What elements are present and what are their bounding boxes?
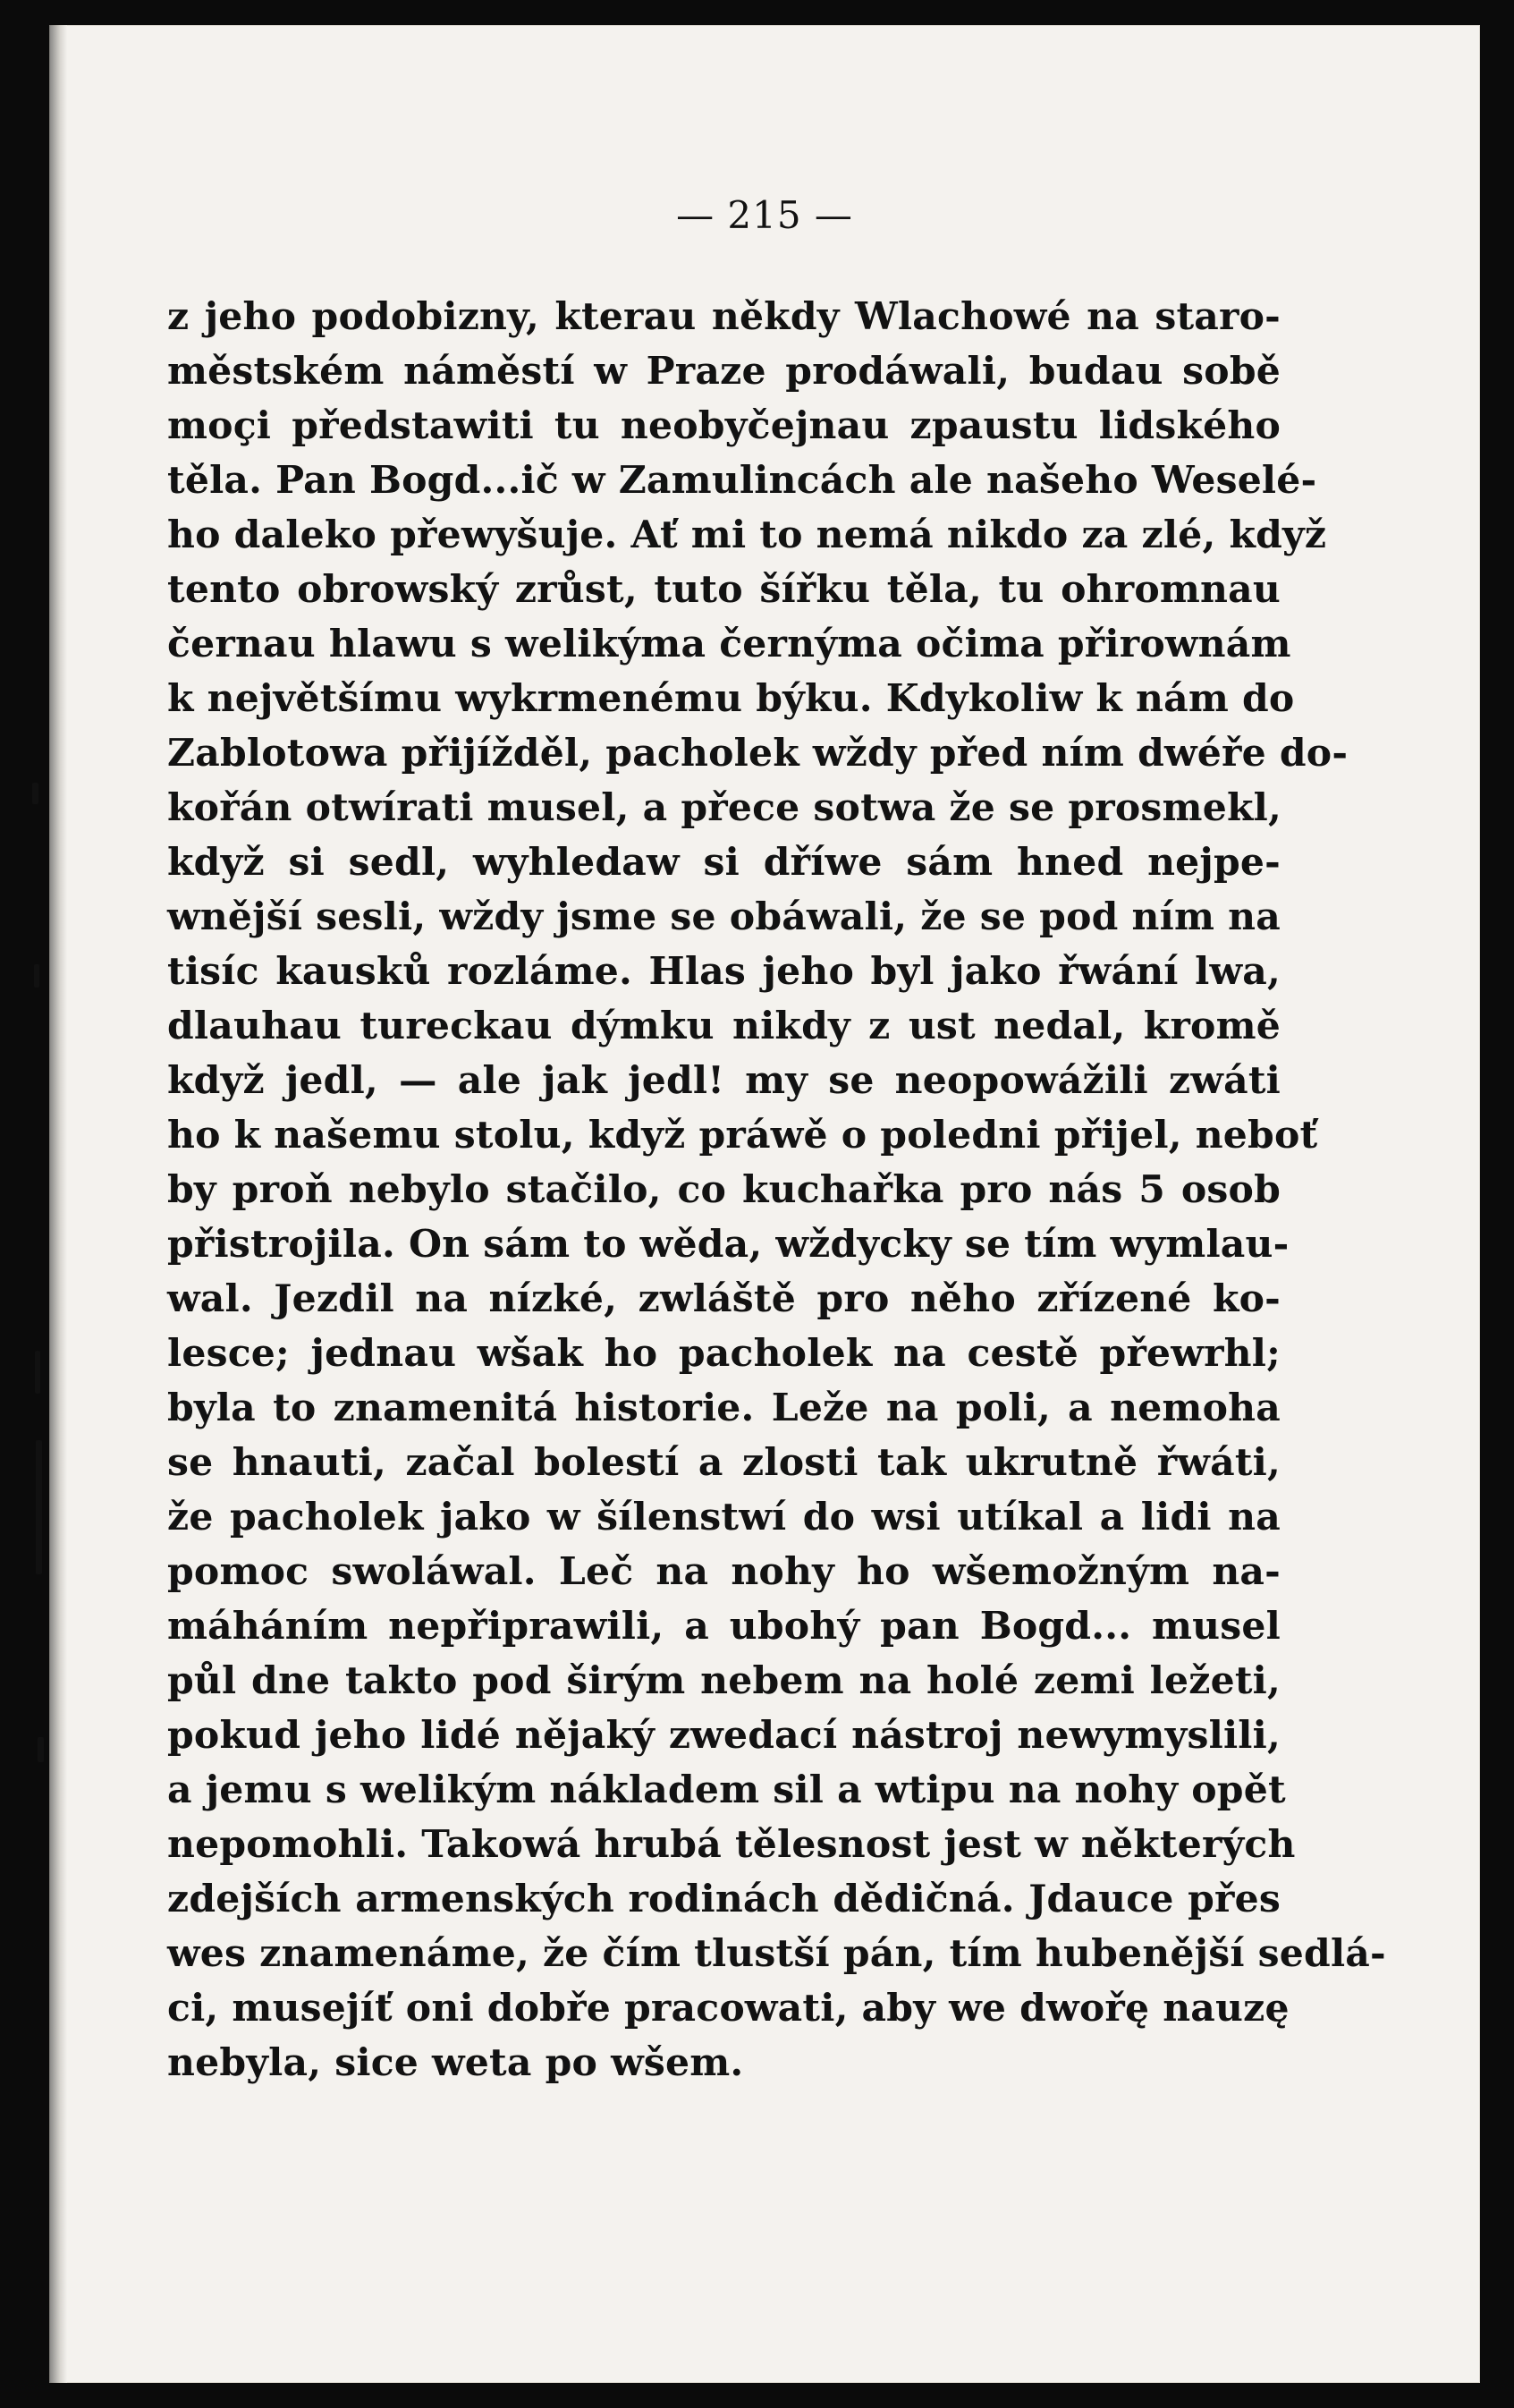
text-line: když si sedl, wyhledaw si dříwe sám hned nejpe- bbox=[167, 840, 1281, 885]
text-line: moçi předstawiti tu neobyčejnau zpaustu lidského bbox=[167, 403, 1281, 448]
binding-mark bbox=[38, 1737, 44, 1762]
text-line: že pacholek jako w šílenstwí do wsi utíkal a lidi na bbox=[167, 1495, 1281, 1539]
text-line: nepomohli. Takowá hrubá tělesnost jest w některých bbox=[167, 1822, 1296, 1867]
text-line: a jemu s welikým nákladem sil a wtipu na nohy opět bbox=[167, 1768, 1286, 1812]
text-line: by proň nebylo stačilo, co kuchařka pro nás 5 osob bbox=[167, 1167, 1281, 1212]
text-line: máháním nepřiprawili, a ubohý pan Bogd... musel bbox=[167, 1604, 1281, 1649]
text-line: tisíc kausků rozláme. Hlas jeho byl jako řwání lwa, bbox=[167, 949, 1281, 994]
text-line: wal. Jezdil na nízké, zwláště pro něho zřízené ko- bbox=[167, 1276, 1281, 1321]
text-line: zdejších armenských rodinách dědičná. Jdauce přes bbox=[167, 1877, 1281, 1921]
text-line: ci, musejíť oni dobře pracowati, aby we dwořę nauzę bbox=[167, 1986, 1290, 2031]
text-line: wnější sesli, wždy jsme se obáwali, že se pod ním na bbox=[167, 895, 1281, 939]
text-line: k největšímu wykrmenému býku. Kdykoliw k nám do bbox=[167, 676, 1295, 721]
binding-mark bbox=[36, 1440, 42, 1574]
text-line: lesce; jednau wšak ho pacholek na cestě přewrhl; bbox=[167, 1331, 1281, 1376]
page-number: — 215 — bbox=[676, 193, 853, 237]
binding-mark bbox=[35, 1351, 40, 1394]
text-line: pokud jeho lidé nějaký zwedací nástroj newymyslili, bbox=[167, 1713, 1281, 1758]
text-line: wes znamenáme, že čím tlustší pán, tím hubenější sedlá- bbox=[167, 1931, 1386, 1976]
text-line: pomoc swoláwal. Leč na nohy ho wšemožným na- bbox=[167, 1549, 1281, 1594]
body-text bbox=[167, 290, 1386, 2090]
text-line: z jeho podobizny, kterau někdy Wlachowé na staro- bbox=[167, 294, 1281, 339]
text-line: černau hlawu s welikýma černýma očima přirownám bbox=[167, 622, 1291, 666]
text-line: přistrojila. On sám to wěda, wždycky se tím wymlau- bbox=[167, 1222, 1290, 1267]
text-line: dlauhau tureckau dýmku nikdy z ust nedal, kromě bbox=[167, 1004, 1281, 1048]
text-line: městském náměstí w Praze prodáwali, budau sobě bbox=[167, 349, 1281, 394]
text-line: Zablotowa přijížděl, pacholek wždy před ním dwéře do- bbox=[167, 731, 1349, 776]
text-line: ho daleko přewyšuje. Ať mi to nemá nikdo za zlé, když bbox=[167, 513, 1327, 557]
binding-mark bbox=[34, 964, 39, 988]
text-line: těla. Pan Bogd...ič w Zamulincách ale našeho Weselé- bbox=[167, 458, 1317, 503]
text-line: tento obrowský zrůst, tuto šířku těla, tu ohromnau bbox=[167, 567, 1281, 612]
text-line: se hnauti, začal bolestí a zlosti tak ukrutně řwáti, bbox=[167, 1440, 1281, 1485]
text-line: když jedl, — ale jak jedl! my se neopowážili zwáti bbox=[167, 1058, 1281, 1103]
text-line: půl dne takto pod širým nebem na holé zemi ležeti, bbox=[167, 1658, 1281, 1703]
binding-mark bbox=[32, 783, 38, 804]
text-line: ho k našemu stolu, když práwě o poledni přijel, neboť bbox=[167, 1113, 1318, 1157]
book-page bbox=[49, 25, 1480, 2383]
text-line: byla to znamenitá historie. Leže na poli, a nemoha bbox=[167, 1386, 1281, 1430]
text-line: kořán otwírati musel, a přece sotwa že se prosmekl, bbox=[167, 785, 1281, 830]
text-line: nebyla, sice weta po wšem. bbox=[167, 2040, 744, 2085]
page-gutter-shadow bbox=[49, 25, 67, 2383]
